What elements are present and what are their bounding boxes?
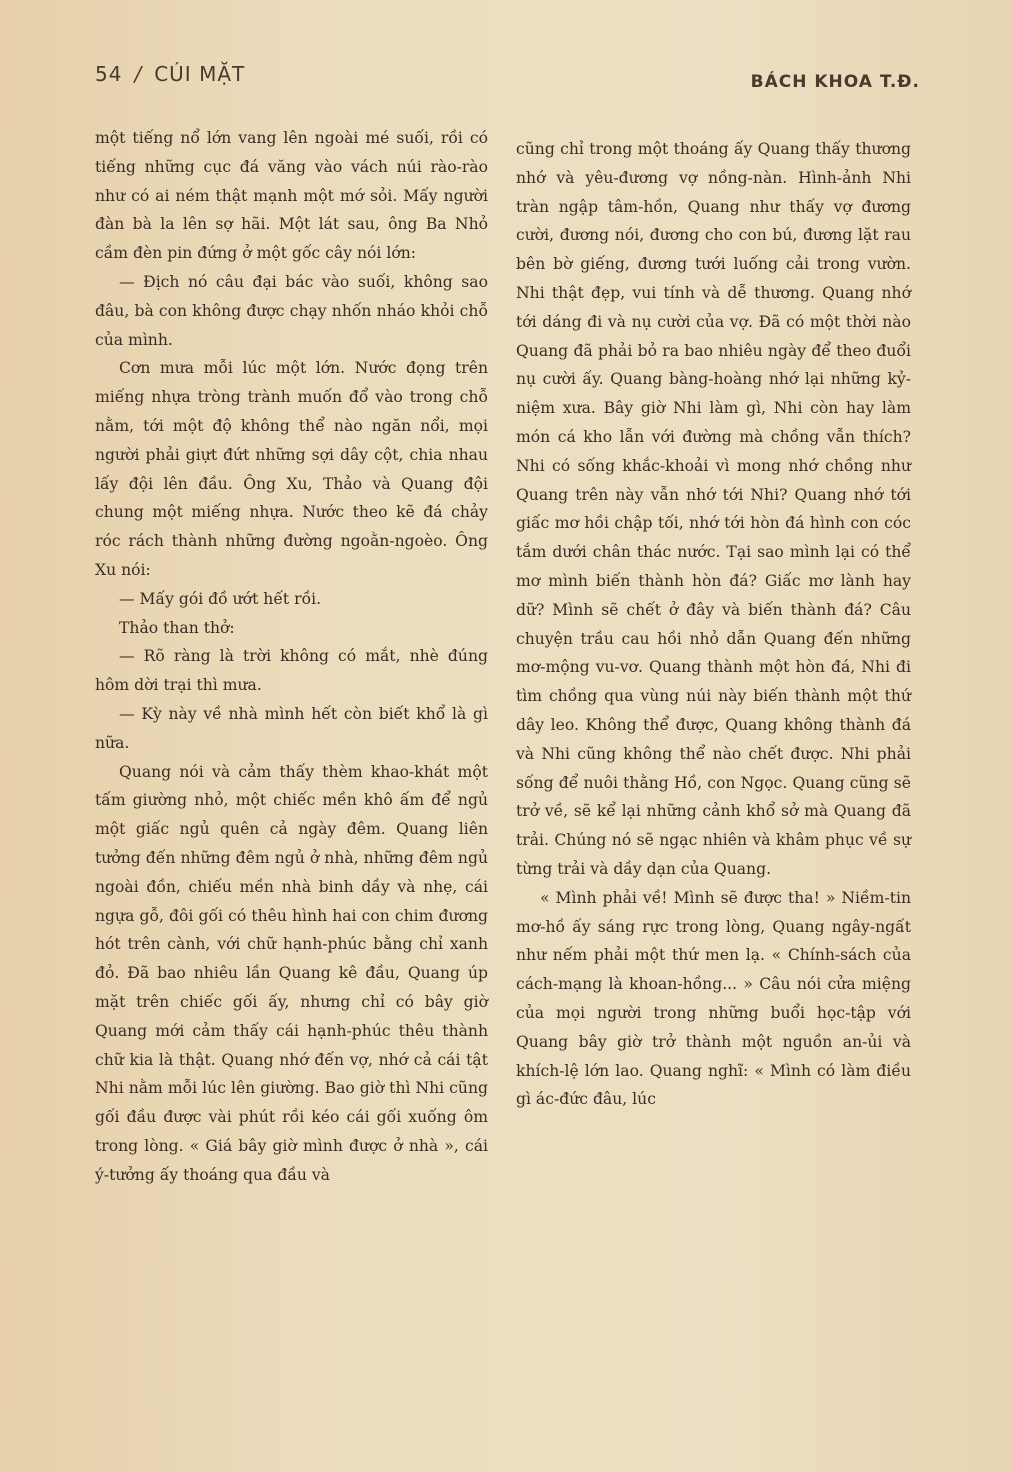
paragraph: một tiếng nổ lớn vang lên ngoài mé suối, rồi có tiếng những cục đá văng vào vách núi rào-rào như có ai ném thật mạnh một mớ sỏi. Mấy người đàn bà la lên sợ hãi. Một lát sau, ông Ba Nhỏ cầm đèn pin đứng ở một gốc cây nói lớn: [95,129,488,263]
publication-name: BÁCH KHOA T.Đ. [750,72,920,92]
paragraph: — Mấy gói đồ ướt hết rồi. [119,589,322,608]
paragraph: — Rõ ràng là trời không có mắt, nhè đúng hôm dời trại thì mưa. [95,647,488,695]
paragraph: Thảo than thở: [119,618,235,637]
article-title: CÚI MẶT [154,62,246,86]
paragraph: Quang nói và cảm thấy thèm khao-khát một tấm giường nhỏ, một chiếc mền khô ấm để ngủ một giấc ngủ quên cả ngày đêm. Quang liên tưởng đến những đêm ngủ ở nhà, những đêm ngủ ngoài đồn, chiếu mền nhà binh dầy và nhẹ, cái ngựa gỗ, đôi gối có thêu hình hai con chim đương hót trên cành, với chữ hạnh-phúc bằng chỉ xanh đỏ. Đã bao nhiêu lần Quang kê đầu, Quang úp mặt trên chiếc gối ấy, nhưng chỉ có bây giờ Quang mới cảm thấy cái hạnh-phúc thêu thành chữ kia là thật. Quang nhớ đến vợ, nhớ cả cái tật Nhi nằm mỗi lúc lên giường. Bao giờ thì Nhi cũng gối đầu được vài phút rồi kéo cái gối xuống ôm trong lòng. « Giá bây giờ mình được ở nhà », cái ý-tưởng ấy thoáng qua đầu và [95,762,488,1184]
paragraph: « Mình phải về! Mình sẽ được tha! » Niềm-tin mơ-hồ ấy sáng rực trong lòng, Quang ngây-ngất như nếm phải một thứ men lạ. « Chính-sách của cách-mạng là khoan-hồng... » Câu nói cửa miệng của mọi người trong những buổi học-tập với Quang bây giờ trở thành một nguồn an-ủi và khích-lệ lớn lao. Quang nghĩ: « Mình có làm điều gì ác-đức đâu, lúc [516,888,911,1109]
paragraph: Cơn mưa mỗi lúc một lớn. Nước đọng trên miếng nhựa tròng trành muốn đổ vào trong chỗ nằm, tới một độ không thể nào ngăn nổi, mọi người phải giựt đứt những sợi dây cột, chia nhau lấy đội lên đầu. Ông Xu, Thảo và Quang đội chung một miếng nhựa. Nước theo kẽ đá chảy róc rách thành những đường ngoằn-ngoèo. Ông Xu nói: [95,359,488,579]
right-column [516,135,911,1114]
page-number: 54 [95,62,123,86]
header-separator: / [134,62,143,86]
page-header-left [95,62,245,86]
left-column [95,124,488,1189]
paragraph: — Địch nó câu đại bác vào suối, không sao đâu, bà con không được chạy nhốn nháo khỏi chỗ của mình. [95,272,488,349]
paragraph: — Kỳ này về nhà mình hết còn biết khổ là gì nữa. [95,704,488,752]
paragraph: cũng chỉ trong một thoáng ấy Quang thấy thương nhớ và yêu-đương vợ nồng-nàn. Hình-ảnh Nhi tràn ngập tâm-hồn, Quang như thấy vợ đương cười, đương nói, đương cho con bú, đương lặt rau bên bờ giếng, đương tưới luống cải trong vườn. Nhi thật đẹp, vui tính và dễ thương. Quang nhớ tới dáng đi và nụ cười của vợ. Đã có một thời nào Quang đã phải bỏ ra bao nhiêu ngày để theo đuổi nụ cười ấy. Quang bàng-hoàng nhớ lại những kỷ-niệm xưa. Bây giờ Nhi làm gì, Nhi còn hay làm món cá kho lẫn với đường mà chồng vẫn thích? Nhi có sống khắc-khoải vì mong nhớ chồng như Quang trên này vẫn nhớ tới Nhi? Quang nhớ tới giấc mơ hồi chập tối, nhớ tới hòn đá hình con cóc tắm dưới chân thác nước. Tại sao mình lại có thể mơ mình biến thành hòn đá? Giấc mơ lành hay dữ? Mình sẽ chết ở đây và biến thành đá? Câu chuyện trầu cau hồi nhỏ dẫn Quang đến những mơ-mộng vu-vơ. Quang thành một hòn đá, Nhi đi tìm chồng qua vùng núi này biến thành một thứ dây leo. Không thể được, Quang không thành đá và Nhi cũng không thể nào chết được. Nhi phải sống để nuôi thằng Hồ, con Ngọc. Quang cũng sẽ trở về, sẽ kể lại những cảnh khổ sở mà Quang đã trải. Chúng nó sẽ ngạc nhiên và khâm phục về sự từng trải và dầy dạn của Quang. [516,140,911,878]
